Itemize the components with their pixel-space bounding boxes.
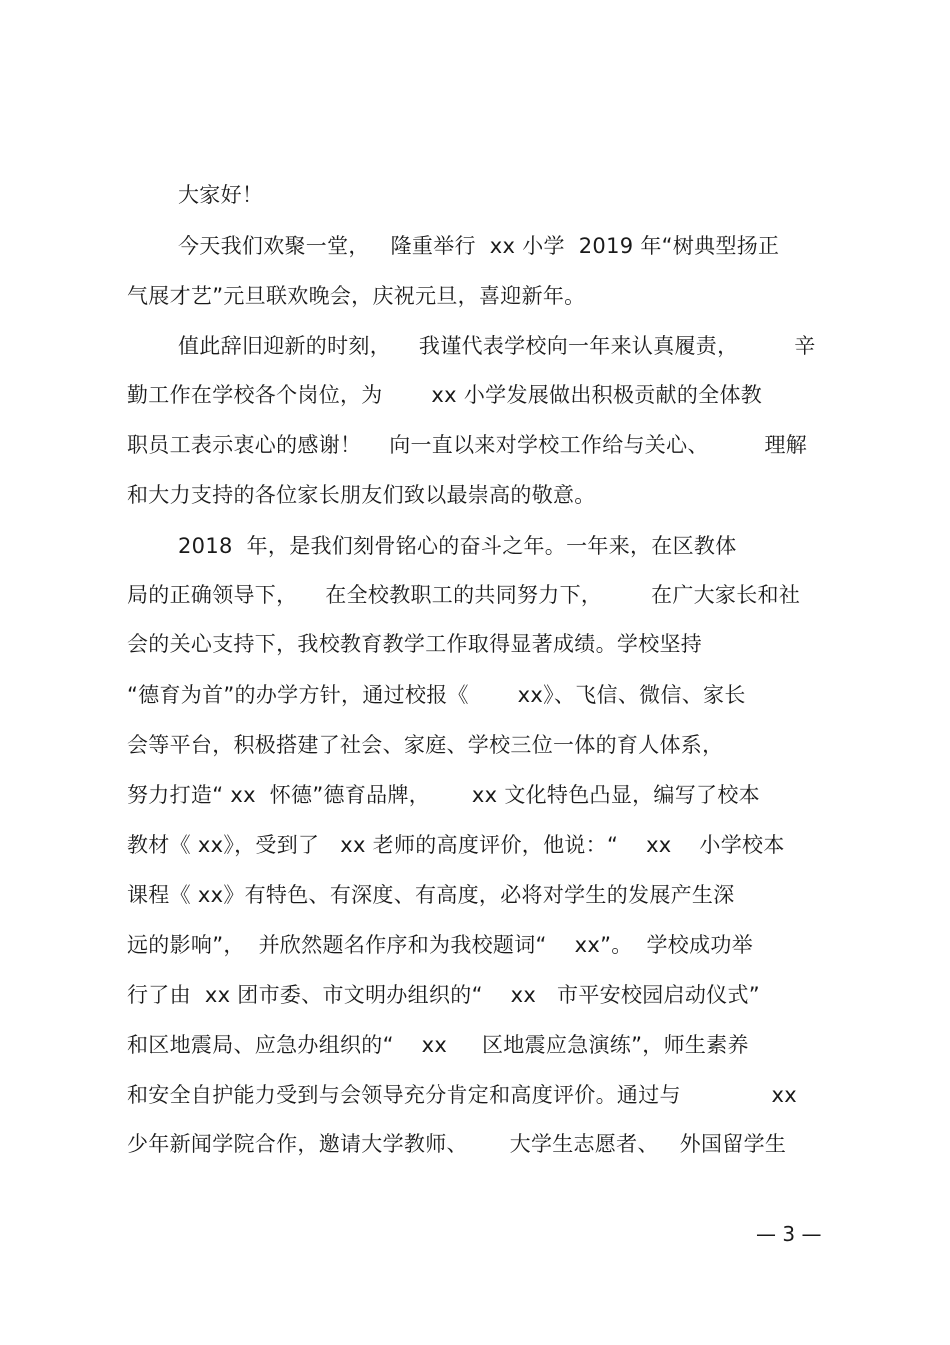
paragraph-line: 远的影响”， 并欣然题名作序和为我校题词“ xx”。 学校成功举 <box>127 933 753 957</box>
paragraph-line: 2018 年，是我们刻骨铭心的奋斗之年。一年来，在区教体 <box>178 534 737 558</box>
paragraph-line: 气展才艺”元旦联欢晚会，庆祝元旦，喜迎新年。 <box>127 284 586 308</box>
paragraph-line: 和安全自护能力受到与会领导充分肯定和高度评价。通过与 xx <box>127 1083 797 1107</box>
greeting-line: 大家好！ <box>178 183 264 207</box>
paragraph-line: 课程《 xx》有特色、有深度、有高度，必将对学生的发展产生深 <box>127 883 735 907</box>
paragraph-line: 和区地震局、应急办组织的“ xx 区地震应急演练”，师生素养 <box>127 1033 749 1057</box>
paragraph-line: 和大力支持的各位家长朋友们致以最崇高的敬意。 <box>127 483 596 507</box>
paragraph-line: 会等平台，积极搭建了社会、家庭、学校三位一体的育人体系， <box>127 733 724 757</box>
paragraph-line: 少年新闻学院合作，邀请大学教师、 大学生志愿者、 外国留学生 <box>127 1132 787 1156</box>
paragraph-line: 今天我们欢聚一堂， 隆重举行 xx 小学 2019 年“树典型扬正 <box>178 234 780 258</box>
paragraph-line: 勤工作在学校各个岗位，为 xx 小学发展做出积极贡献的全体教 <box>127 383 763 407</box>
paragraph-line: 值此辞旧迎新的时刻， 我谨代表学校向一年来认真履责， 辛 <box>178 334 816 358</box>
paragraph-line: 局的正确领导下， 在全校教职工的共同努力下， 在广大家长和社 <box>127 583 801 607</box>
paragraph-line: 行了由 xx 团市委、市文明办组织的“ xx 市平安校园启动仪式” <box>127 983 760 1007</box>
paragraph-line: “德育为首”的办学方针，通过校报《 xx》、飞信、微信、家长 <box>127 683 746 707</box>
paragraph-line: 职员工表示衷心的感谢！ 向一直以来对学校工作给与关心、 理解 <box>127 433 808 457</box>
page-number: — 3 — <box>756 1222 822 1246</box>
paragraph-line: 努力打造“ xx 怀德”德育品牌， xx 文化特色凸显，编写了校本 <box>127 783 760 807</box>
paragraph-line: 教材《 xx》，受到了 xx 老师的高度评价，他说：“ xx 小学校本 <box>127 833 785 857</box>
paragraph-line: 会的关心支持下，我校教育教学工作取得显著成绩。学校坚持 <box>127 632 703 656</box>
